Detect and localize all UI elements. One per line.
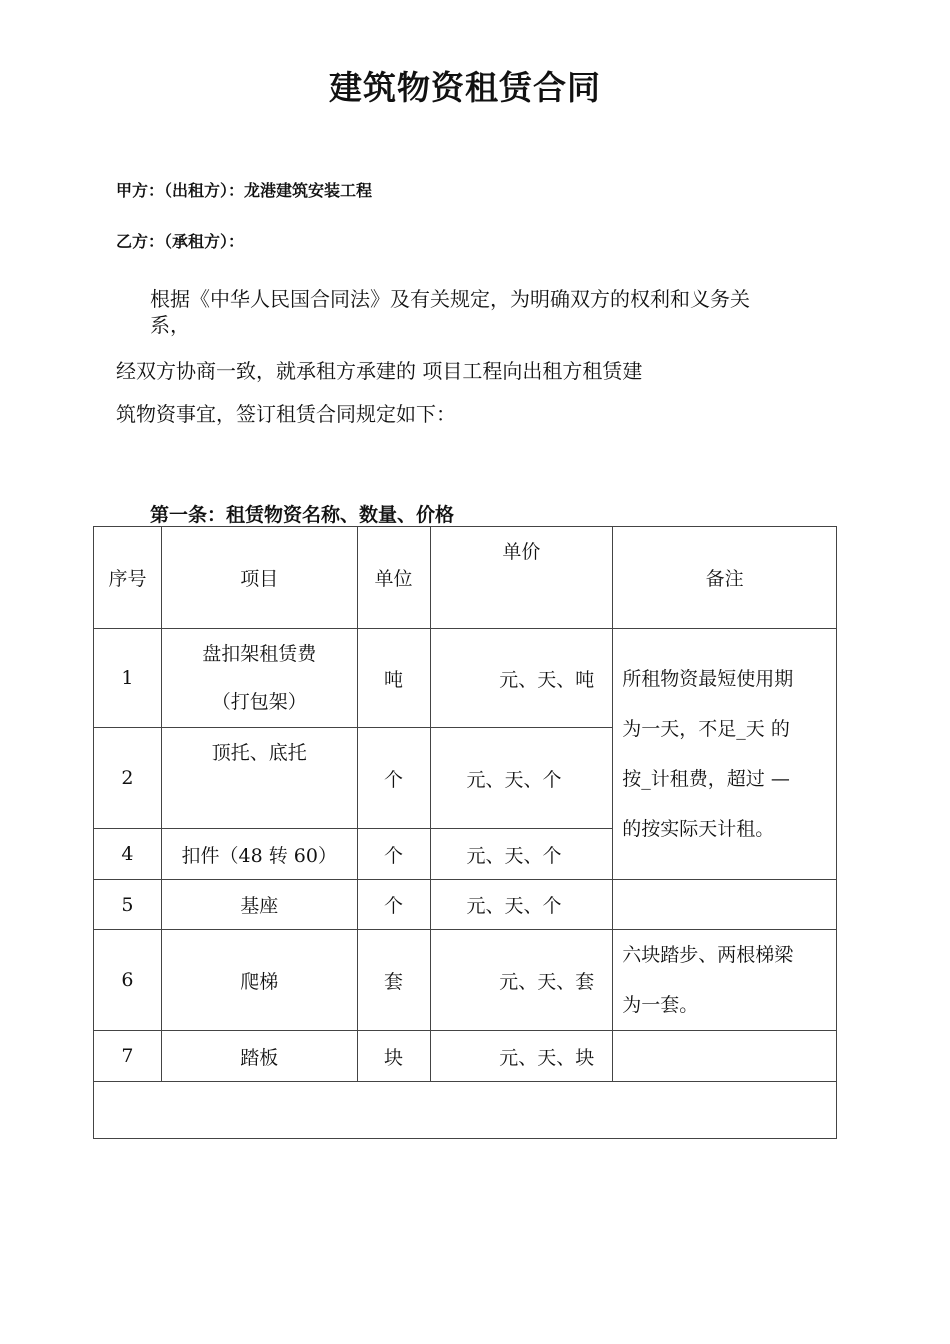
row-item-line1: 盘扣架租赁费: [202, 643, 317, 665]
document-title: 建筑物资租赁合同: [329, 68, 601, 107]
intro-line-2: 系，: [150, 313, 190, 337]
remark-ladder: [613, 930, 837, 1031]
row-no: 2: [94, 728, 162, 829]
row-no: 5: [94, 880, 162, 930]
row-price: 元、天、吨: [430, 629, 613, 728]
header-item: 项目: [161, 527, 357, 629]
remark-line: 为一天，不足_天 的: [622, 718, 790, 740]
row-unit: 个: [357, 728, 430, 829]
remark-line: 按_计租费，超过 —: [622, 768, 790, 790]
intro-line-3: 经双方协商一致，就承租方承建的 项目工程向出租方租赁建: [116, 359, 643, 383]
article-1-heading: 第一条：租赁物资名称、数量、价格: [150, 504, 455, 526]
header-unit-price: 单价: [430, 527, 613, 629]
row-price: 元、天、块: [430, 1031, 613, 1082]
header-remark: 备注: [613, 527, 837, 629]
row-remark-empty: [613, 880, 837, 930]
row-item: 爬梯: [161, 930, 357, 1031]
party-b-line: 乙方：（承租方）：: [116, 232, 245, 251]
header-no: 序号: [94, 527, 162, 629]
row-unit: 吨: [357, 629, 430, 728]
row-price: 元、天、个: [430, 880, 613, 930]
header-unit: 单位: [357, 527, 430, 629]
row-unit: 块: [357, 1031, 430, 1082]
row-unit: 套: [357, 930, 430, 1031]
intro-line-1: 根据《中华人民国合同法》及有关规定，为明确双方的权利和义务关: [150, 287, 750, 311]
row-no: 6: [94, 930, 162, 1031]
table-row: [94, 880, 837, 930]
remark-min-period: [613, 629, 837, 880]
row-item: 顶托、底托: [161, 728, 357, 829]
party-a-line: 甲方：（出租方）：龙港建筑安装工程: [116, 181, 373, 200]
remark-line: 六块踏步、两根梯梁: [622, 944, 794, 966]
table-row: [94, 1031, 837, 1082]
row-unit: 个: [357, 829, 430, 880]
row-item: 基座: [161, 880, 357, 930]
row-item: 扣件（48 转 60）: [161, 829, 357, 880]
row-remark-empty: [613, 1031, 837, 1082]
row-no: 4: [94, 829, 162, 880]
row-no: 1: [94, 629, 162, 728]
table-header-row: [94, 527, 837, 629]
table-blank-row: [94, 1082, 837, 1139]
row-no: 7: [94, 1031, 162, 1082]
row-unit: 个: [357, 880, 430, 930]
remark-line: 为一套。: [622, 994, 699, 1016]
intro-line-4: 筑物资事宜，签订租赁合同规定如下：: [116, 402, 456, 426]
table-row: [94, 629, 837, 728]
row-price: 元、天、套: [430, 930, 613, 1031]
row-price: 元、天、个: [430, 728, 613, 829]
rental-materials-table: [93, 526, 837, 1139]
table-row: [94, 930, 837, 1031]
row-item-line2: （打包架）: [211, 691, 307, 713]
remark-line: 的按实际天计租。: [622, 818, 775, 840]
blank-cell: [94, 1082, 837, 1139]
row-price: 元、天、个: [430, 829, 613, 880]
row-item: 踏板: [161, 1031, 357, 1082]
row-item: [161, 629, 357, 728]
remark-line: 所租物资最短使用期: [622, 668, 794, 690]
